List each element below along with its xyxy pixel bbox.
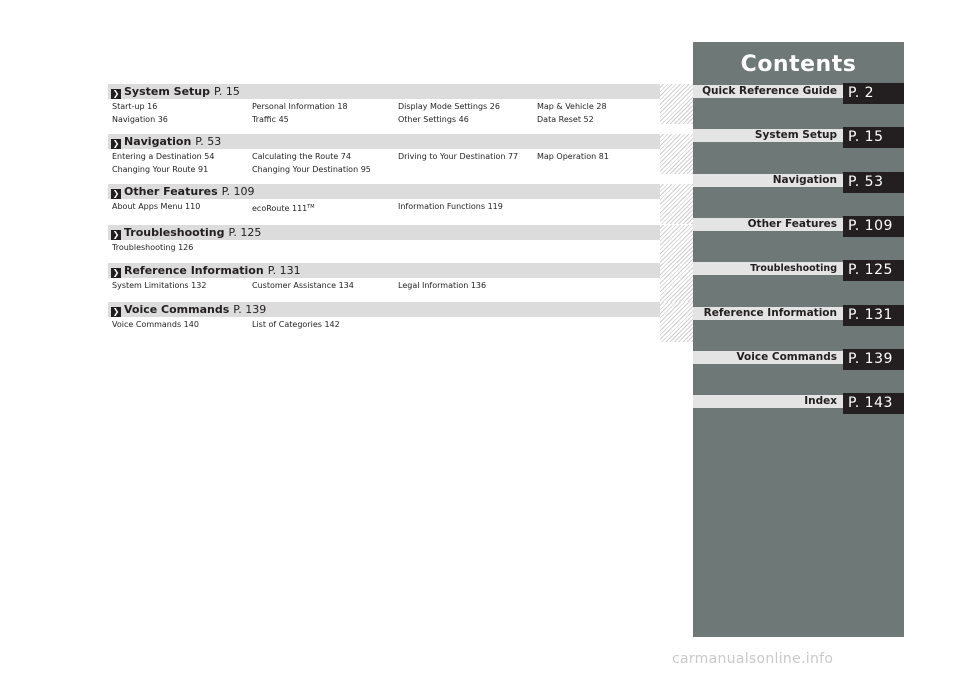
- entry-link[interactable]: Traffic 45: [252, 114, 289, 124]
- tab-other-features[interactable]: [693, 216, 904, 237]
- tab-index[interactable]: [693, 393, 904, 414]
- entry-link[interactable]: Customer Assistance 134: [252, 281, 354, 290]
- tab-label: Voice Commands: [693, 351, 843, 364]
- tab-label: Other Features: [693, 218, 843, 231]
- tab-system-setup[interactable]: [693, 127, 904, 148]
- section-troubleshooting: [108, 225, 694, 255]
- entry-link[interactable]: Display Mode Settings 26: [398, 102, 500, 111]
- entry-link[interactable]: Data Reset 52: [537, 114, 594, 124]
- section-page: P. 131: [267, 264, 301, 277]
- hatch-decoration: [660, 302, 694, 342]
- arrow-icon: ❯: [112, 89, 120, 98]
- section-title: Voice Commands: [124, 302, 230, 316]
- entry-link[interactable]: Navigation 36: [112, 114, 168, 124]
- entry-link[interactable]: Calculating the Route 74: [252, 152, 351, 161]
- entry-link[interactable]: About Apps Menu 110: [112, 202, 201, 211]
- arrow-icon: ❯: [112, 189, 120, 198]
- contents-sidebar: [693, 42, 904, 637]
- entry-link[interactable]: List of Categories 142: [252, 319, 340, 329]
- tab-page: P. 131: [843, 305, 904, 326]
- hatch-decoration: [660, 225, 694, 265]
- tab-page: P. 2: [843, 83, 904, 104]
- contents-title: Contents: [740, 52, 857, 77]
- entry-link[interactable]: Information Functions 119: [398, 202, 503, 211]
- tab-label: Troubleshooting: [693, 262, 843, 275]
- entry-link[interactable]: Personal Information 18: [252, 102, 348, 111]
- section-reference-information: [108, 263, 694, 293]
- section-page: P. 139: [233, 302, 267, 316]
- section-page: P. 125: [228, 225, 262, 239]
- section-header[interactable]: [108, 84, 660, 99]
- hatch-decoration: [660, 134, 694, 174]
- entry-link[interactable]: Start-up 16: [112, 102, 158, 111]
- tab-label: Navigation: [693, 174, 843, 187]
- tab-voice-commands[interactable]: [693, 349, 904, 370]
- section-system-setup: [108, 84, 694, 126]
- arrow-icon: ❯: [112, 139, 120, 148]
- arrow-icon: ❯: [112, 306, 120, 316]
- entry-link[interactable]: Driving to Your Destination 77: [398, 152, 519, 161]
- entry-text: ecoRoute 111: [252, 204, 308, 213]
- tab-label: Reference Information: [693, 307, 843, 320]
- watermark: carmanualsonline.info: [672, 651, 834, 667]
- entry-link[interactable]: Changing Your Destination 95: [252, 164, 371, 174]
- tab-reference-information[interactable]: [693, 305, 904, 326]
- section-header[interactable]: [108, 302, 660, 317]
- section-voice-commands: [108, 302, 694, 332]
- contents-main: [108, 84, 694, 331]
- section-page: P. 15: [214, 85, 240, 98]
- section-header[interactable]: [108, 263, 660, 278]
- entry-link[interactable]: Map & Vehicle 28: [537, 102, 607, 111]
- tab-label: System Setup: [693, 129, 843, 142]
- arrow-icon: ❯: [112, 268, 120, 277]
- tab-label: Index: [693, 395, 843, 408]
- arrow-icon: ❯: [112, 229, 120, 239]
- section-title: Troubleshooting: [124, 225, 225, 239]
- tab-navigation[interactable]: [693, 172, 904, 193]
- entry-link[interactable]: Voice Commands 140: [112, 319, 199, 329]
- hatch-decoration: [660, 84, 694, 124]
- entry-link[interactable]: Changing Your Route 91: [112, 164, 209, 174]
- section-header[interactable]: [108, 225, 660, 240]
- entry-link[interactable]: Entering a Destination 54: [112, 152, 215, 161]
- hatch-decoration: [660, 184, 694, 224]
- section-header[interactable]: [108, 134, 660, 149]
- tab-page: P. 53: [843, 172, 904, 193]
- section-other-features: [108, 184, 694, 216]
- entry-link[interactable]: Other Settings 46: [398, 114, 469, 124]
- section-title: Reference Information: [124, 264, 264, 277]
- entry-link[interactable]: [252, 201, 398, 216]
- section-title: Other Features: [124, 185, 218, 198]
- section-title: Navigation: [124, 135, 192, 148]
- tab-page: P. 15: [843, 127, 904, 148]
- section-page: P. 109: [221, 185, 255, 198]
- hatch-decoration: [660, 263, 694, 303]
- entry-link[interactable]: Legal Information 136: [398, 281, 487, 290]
- tab-page: P. 143: [843, 393, 904, 414]
- tab-page: P. 125: [843, 260, 904, 281]
- trademark-mark: TM: [307, 204, 315, 210]
- section-page: P. 53: [195, 135, 222, 148]
- tab-label: Quick Reference Guide: [693, 85, 843, 98]
- section-title: System Setup: [124, 85, 210, 98]
- section-navigation: [108, 134, 694, 176]
- tab-quick-reference-guide[interactable]: [693, 83, 904, 104]
- tab-page: P. 139: [843, 349, 904, 370]
- entry-link[interactable]: System Limitations 132: [112, 281, 207, 290]
- tab-page: P. 109: [843, 216, 904, 237]
- tab-troubleshooting[interactable]: [693, 260, 904, 281]
- entry-link[interactable]: Troubleshooting 126: [112, 242, 194, 252]
- section-header[interactable]: [108, 184, 660, 199]
- entry-link[interactable]: Map Operation 81: [537, 152, 609, 161]
